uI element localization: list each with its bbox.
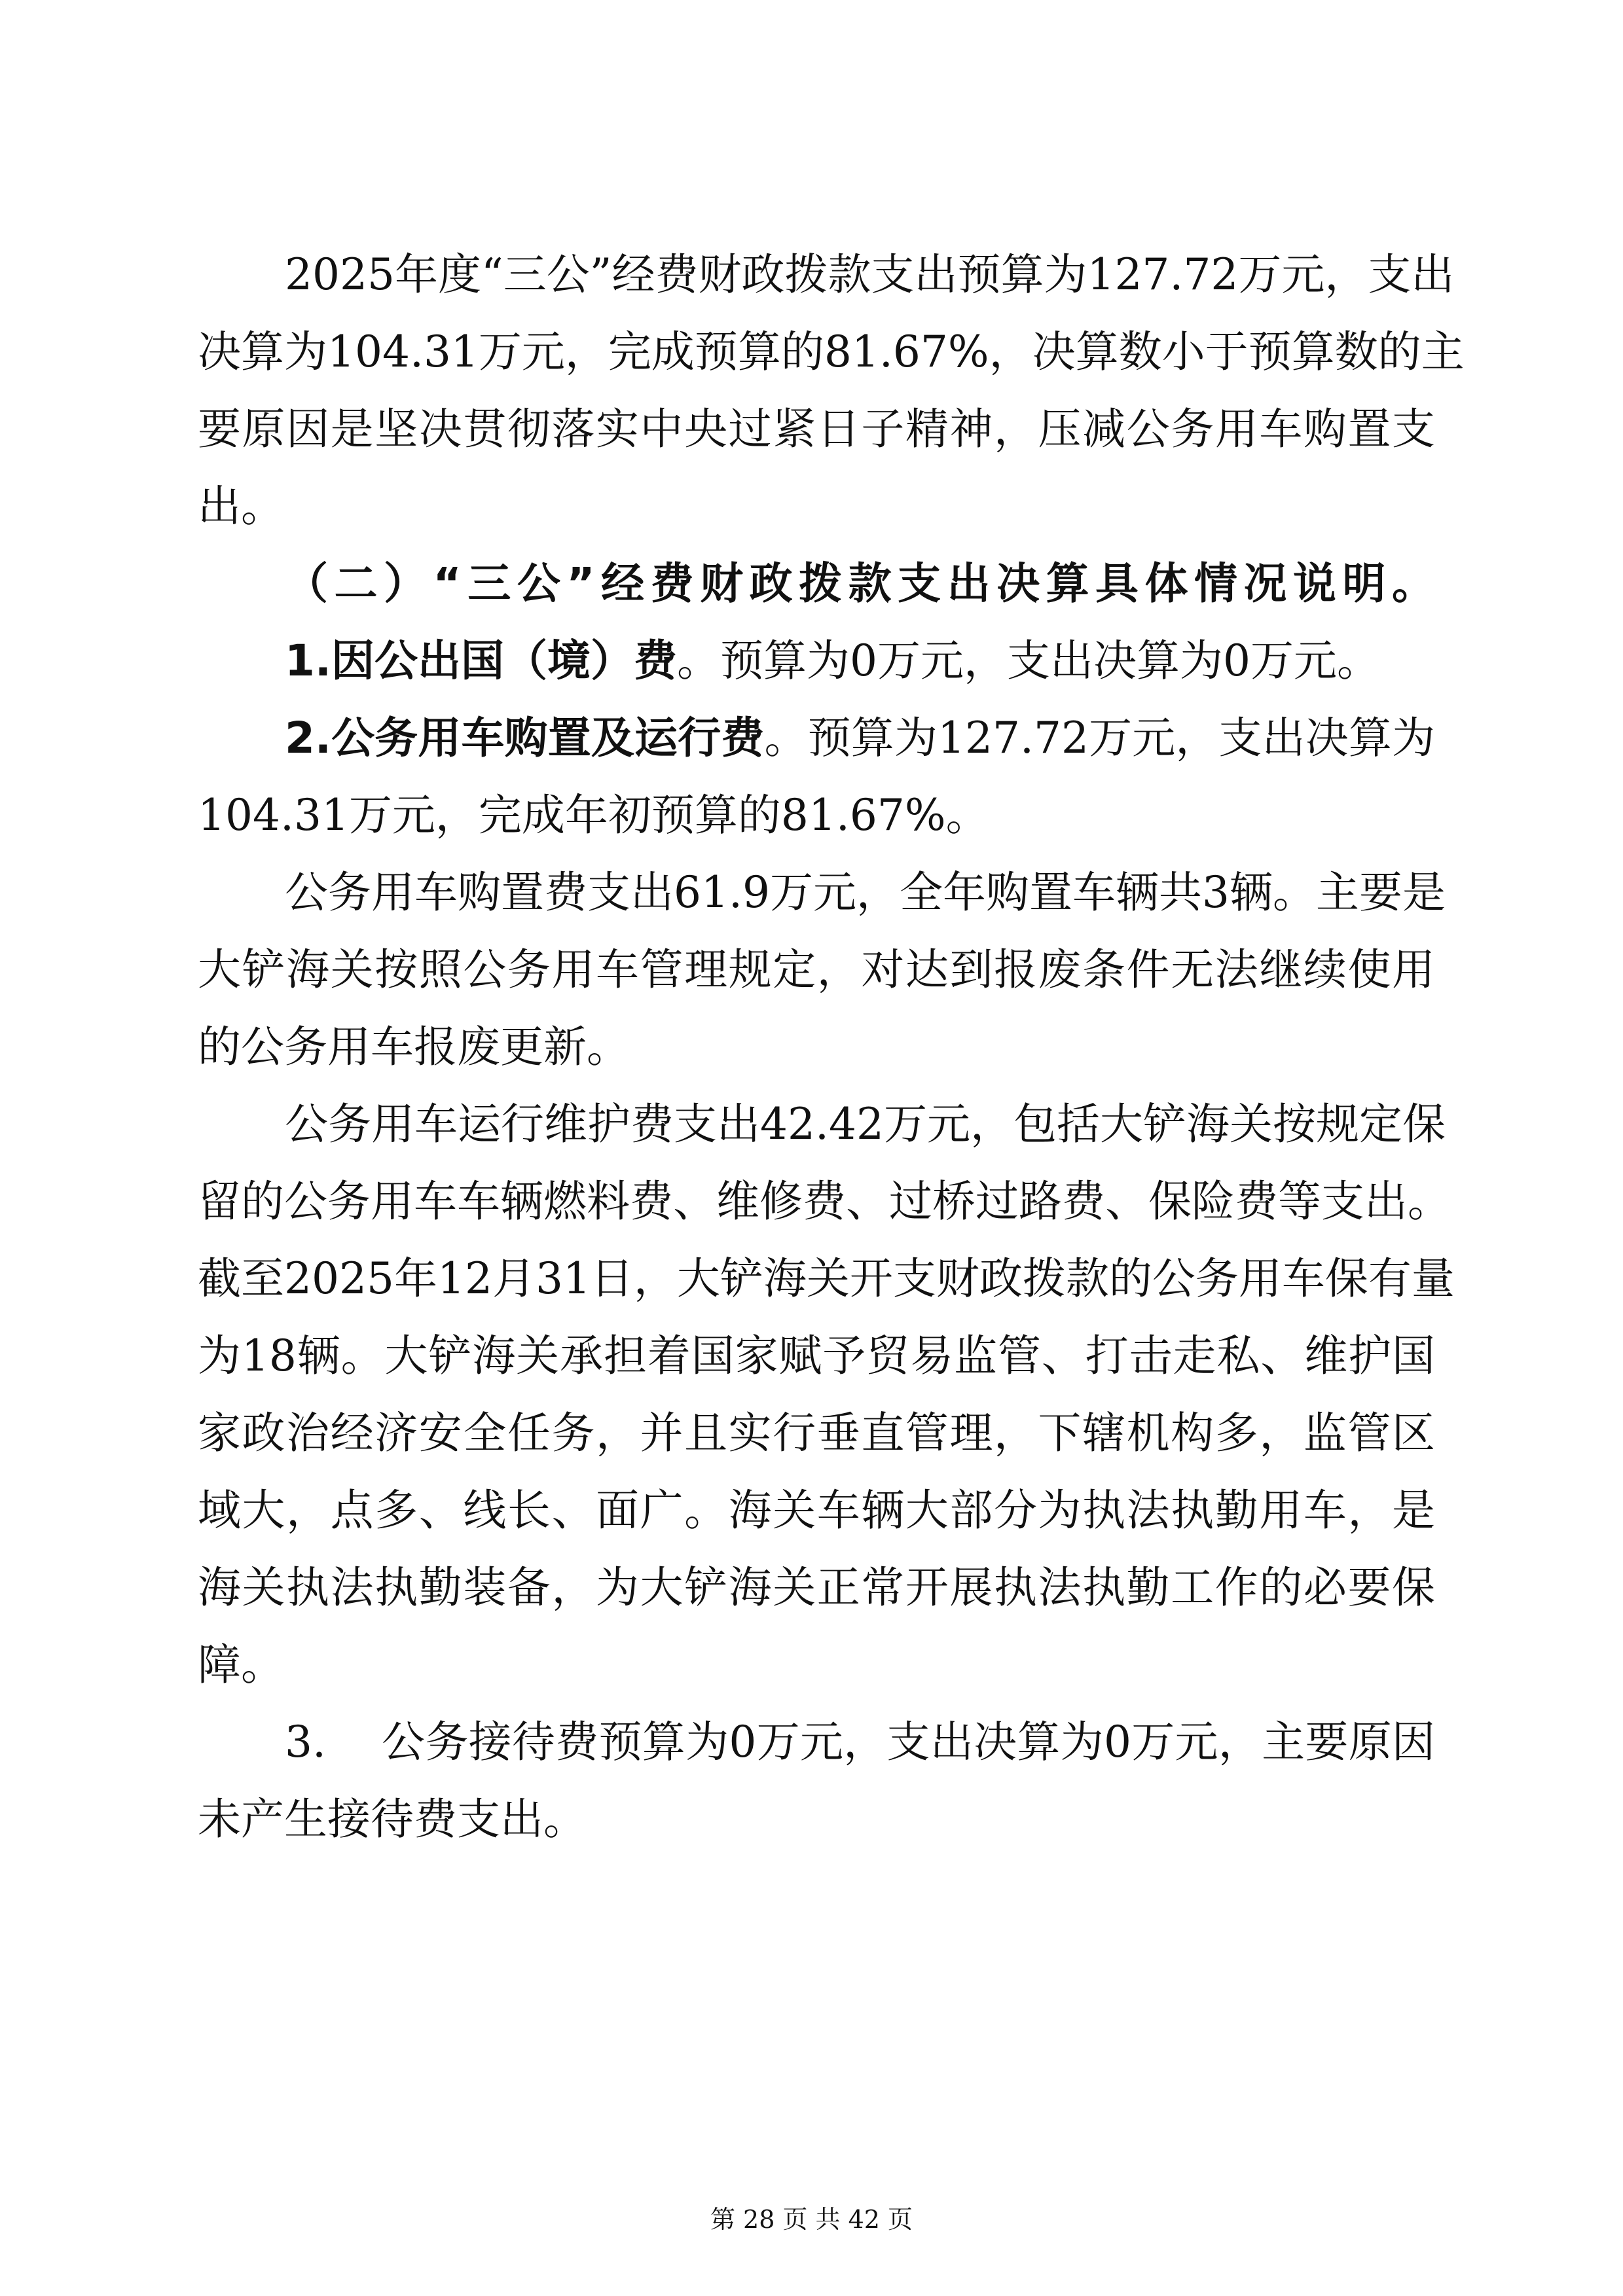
- text-line: 海关执法执勤装备，为大铲海关正常开展执法执勤工作的必要保: [198, 1562, 1435, 1613]
- item-2-title: 2.公务用车购置及运行费: [285, 713, 765, 763]
- section-heading: （二）“三公”经费财政拨款支出决算具体情况说明。: [285, 558, 1435, 609]
- text-line: 公务用车运行维护费支出42.42万元，包括大铲海关按规定保: [285, 1099, 1446, 1149]
- text-line: 要原因是坚决贯彻落实中央过紧日子精神，压减公务用车购置支: [198, 404, 1435, 454]
- item-2: 2.公务用车购置及运行费。预算为127.72万元，支出决算为: [285, 713, 1436, 763]
- item-1-text: 。预算为0万元，支出决算为0万元。: [677, 636, 1380, 686]
- page-number: 第 28 页 共 42 页: [710, 2205, 913, 2234]
- text-line: 障。: [198, 1640, 284, 1690]
- text-line: 决算为104.31万元，完成预算的81.67%，决算数小于预算数的主: [198, 327, 1465, 377]
- text-line: 大铲海关按照公务用车管理规定，对达到报废条件无法继续使用: [198, 944, 1435, 995]
- text-line: 公务用车购置费支出61.9万元，全年购置车辆共3辆。主要是: [285, 867, 1446, 918]
- text-line: 2025年度“三公”经费财政拨款支出预算为127.72万元，支出: [285, 249, 1455, 300]
- item-3: 3. 公务接待费预算为0万元，支出决算为0万元，主要原因: [285, 1717, 1435, 1767]
- item-1: [0, 630, 1623, 692]
- text-line: 104.31万元，完成年初预算的81.67%。: [198, 790, 989, 840]
- text-line: 家政治经济安全任务，并且实行垂直管理，下辖机构多，监管区: [198, 1408, 1435, 1458]
- text-line: 的公务用车报废更新。: [198, 1022, 630, 1072]
- text-line: 域大，点多、线长、面广。海关车辆大部分为执法执勤用车，是: [198, 1485, 1435, 1535]
- text-line: 截至2025年12月31日，大铲海关开支财政拨款的公务用车保有量: [198, 1253, 1455, 1304]
- text-line: 未产生接待费支出。: [198, 1794, 587, 1844]
- text-line: 出。: [198, 481, 284, 531]
- text-line: 为18辆。大铲海关承担着国家赋予贸易监管、打击走私、维护国: [198, 1331, 1435, 1381]
- item-1-title: 1.因公出国（境）费: [285, 636, 677, 686]
- text-line: 留的公务用车车辆燃料费、维修费、过桥过路费、保险费等支出。: [198, 1176, 1451, 1227]
